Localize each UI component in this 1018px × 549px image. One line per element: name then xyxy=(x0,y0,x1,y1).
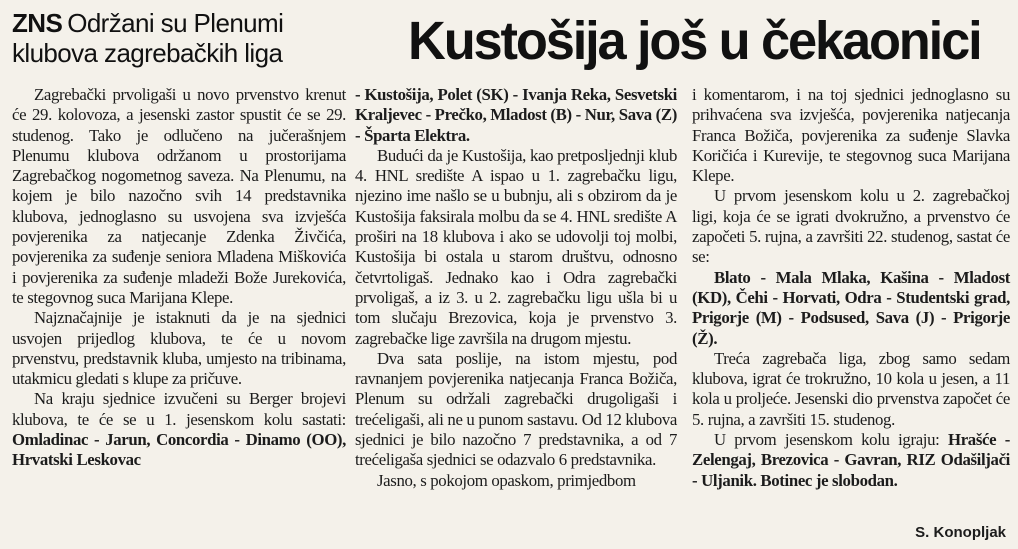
section-tag: ZNS xyxy=(12,8,63,38)
article-headline: Kustošija još u čekaonici xyxy=(408,11,981,71)
fixture-list: Hrašće - Zelengaj, Brezovica - Gavran, RIZ Odašiljači - Uljanik. Botinec je slobodan. xyxy=(692,430,1010,490)
paragraph: U prvom jesenskom kolu u 2. zagrebačkoj ligi, koja će se igrati dvokružno, a prvenstvo će započeti 5. rujna, a završiti 22. studenog, sastat će se: xyxy=(692,186,1010,267)
paragraph: Zagrebački prvoligaši u novo prvenstvo krenut će 29. kolovoza, a jesenski zastor spustit će se 29. studenog. Tako je odlučeno na jučerašnjem Plenumu klubova održanom u prostorijama Zagrebačkog nogometnog saveza. Na Plenumu, na kojem je bilo nazočno svih 14 predstavnika klubova, jednoglasno su usvojena sva izvješća povjerenika za natjecanje Zdenka Živčića, povjerenika za suđenje seniora Mladena Miškovića i povjerenika za suđenje mladeži Bože Jurekovića, te stegovnog suca Marijana Klepe. xyxy=(12,85,346,307)
fixture-list: Omladinac - Jarun, Concordia - Dinamo (OO), Hrvatski Leskovac xyxy=(12,430,346,470)
kicker-text: Održani su Plenumi klubova zagrebačkih liga xyxy=(12,8,284,68)
paragraph: Jasno, s pokojom opaskom, primjedbom xyxy=(377,470,636,490)
paragraph xyxy=(12,389,346,470)
fixture-list xyxy=(355,85,677,146)
author-byline: S. Konopljak xyxy=(915,524,1006,541)
article-column-3 xyxy=(692,85,1010,491)
paragraph-text: Na kraju sjednice izvučeni su Berger brojevi klubova, te će se u 1. jesenskom kolu sastati: xyxy=(12,389,346,429)
paragraph: Dva sata poslije, na istom mjestu, pod ravnanjem povjerenika natjecanja Franca Božiča, Plenum su održali zagrebački drugoligaši i trećeligaši, ali ne u punom sastavu. Od 12 klubova sjednici je bilo nazočno 7 predstavnika, a od 7 trećeligaša sjednici se odazvalo 6 predstavnika. xyxy=(355,348,677,470)
article-kicker xyxy=(12,8,357,68)
article-column-1 xyxy=(12,85,346,471)
paragraph: i komentarom, i na toj sjednici jednoglasno su prihvaćena sva izvješća, povjerenika natjecanja Franca Božiča, povjerenika za suđenje Slavka Koričića i Kurevije, te stegovnog suca Marijana Klepe. xyxy=(692,85,1010,186)
paragraph: Budući da je Kustošija, kao pretposljednji klub 4. HNL središte A ispao u 1. zagrebačku ligu, njezino ime našlo se u bubnju, ali s obzirom da je Kustošija faksirala molbu da se 4. HNL središte A proširi na 18 klubova i ako se udovolji toj molbi, Kustošija bi ostala u starom društvu, odnosno četvrtoligaš. Jednako kao i Odra zagrebački prvoligaš, a iz 3. u 2. zagrebačku ligu ušla bi u tom slučaju Brezovica, koja je prvenstvo 3. zagrebačke lige završila na drugom mjestu. xyxy=(355,145,677,348)
paragraph: Najznačajnije je istaknuti da je na sjednici usvojen prijedlog klubova, te će u novom prvenstvu, predstavnik kluba, umjesto na tribinama, utakmicu gledati s klupe za pričuve. xyxy=(12,308,346,389)
fixture-list-text: Blato - Mala Mlaka, Kašina - Mladost (KD), Čehi - Horvati, Odra - Studentski grad, Prigorje (M) - Podsused, Sava (J) - Prigorje (Ž). xyxy=(692,267,1010,348)
paragraph: Treća zagrebača liga, zbog samo sedam klubova, igrat će trokružno, 10 kola u jesen, a 11 kola u proljeće. Jesenski dio prvenstva započet će 5. rujna, a završiti 15. studenog. xyxy=(692,348,1010,429)
fixture-list xyxy=(692,268,1010,349)
paragraph xyxy=(692,430,1010,491)
article-column-2 xyxy=(355,85,677,491)
paragraph-text: U prvom jesenskom kolu igraju: xyxy=(714,430,948,450)
fixture-list-text: - Kustošija, Polet (SK) - Ivanja Reka, Sesvetski Kraljevec - Prečko, Mladost (B) - Nur, Sava (Z) - Šparta Elektra. xyxy=(355,85,677,145)
